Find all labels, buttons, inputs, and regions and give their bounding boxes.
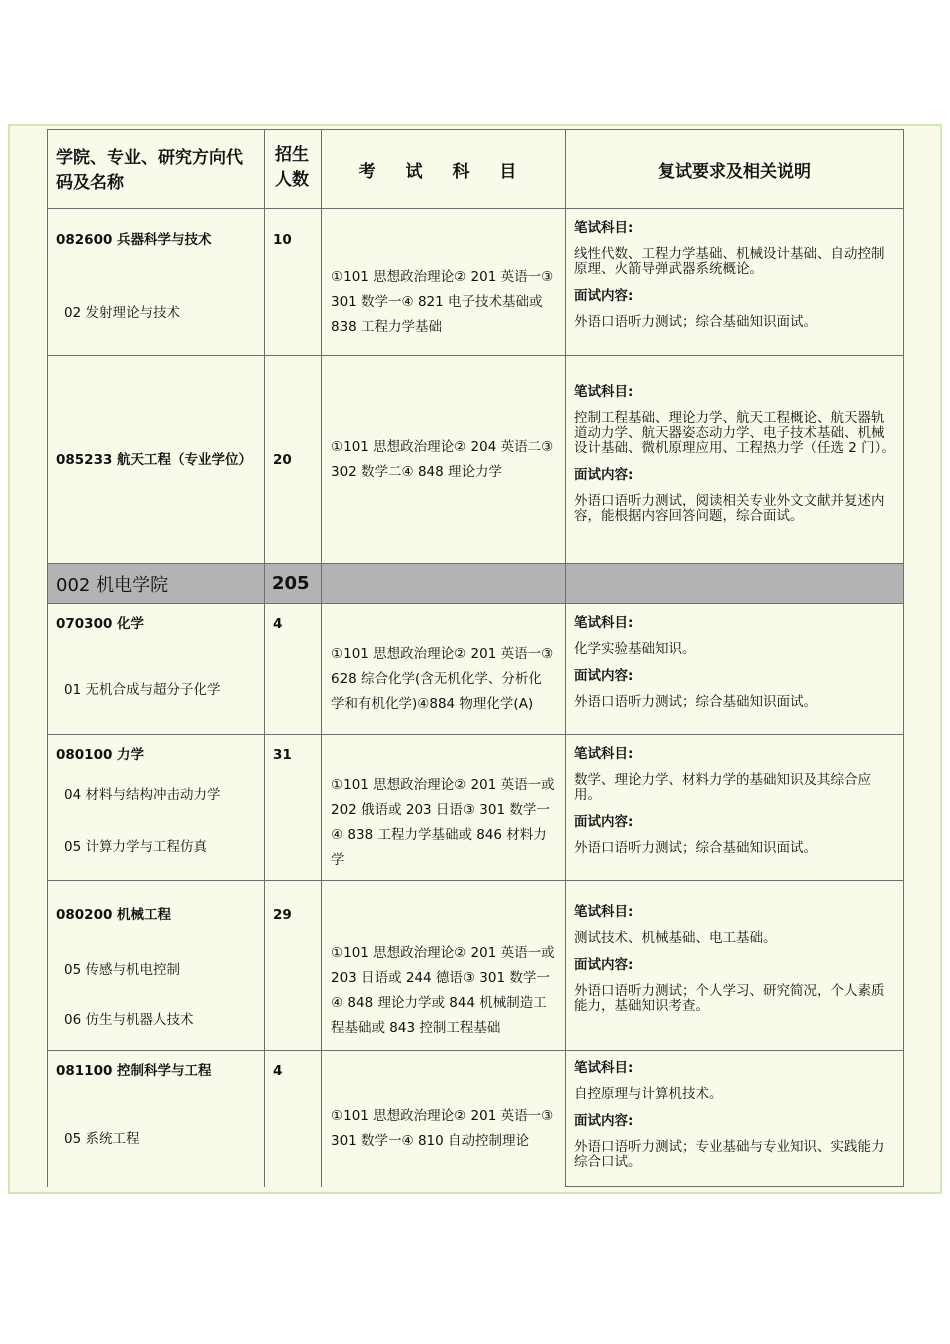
header-exam: 考 试 科 目 — [322, 130, 566, 209]
exam-cell: ①101 思想政治理论② 201 英语一或 203 日语或 244 德语③ 301 数学一④ 848 理论力学或 844 机械制造工程基础或 843 控制工程基础 — [322, 881, 566, 1051]
requirements-cell — [566, 1051, 904, 1187]
interview-text: 外语口语听力测试；综合基础知识面试。 — [574, 694, 817, 710]
direction-item: 02 发射理论与技术 — [64, 305, 180, 321]
count-cell: 10 — [265, 209, 322, 356]
interview-text: 外语口语听力测试；个人学习、研究简况，个人素质能力，基础知识考查。 — [574, 983, 885, 1014]
interview-label: 面试内容: — [574, 1113, 634, 1129]
program-code: 081100 控制科学与工程 — [56, 1063, 212, 1079]
exam-cell: ①101 思想政治理论② 201 英语一或 202 俄语或 203 日语③ 301 数学一④ 838 工程力学基础或 846 材料力学 — [322, 735, 566, 881]
count-cell: 29 — [265, 881, 322, 1051]
written-label: 笔试科目: — [574, 746, 634, 762]
program-code: 070300 化学 — [56, 616, 145, 632]
count-cell: 31 — [265, 735, 322, 881]
written-text: 线性代数、工程力学基础、机械设计基础、自动控制原理、火箭导弹武器系统概论。 — [574, 246, 885, 277]
table-row — [48, 1051, 904, 1187]
program-cell — [48, 604, 265, 735]
program-cell — [48, 881, 265, 1051]
interview-label: 面试内容: — [574, 814, 634, 830]
program-code: 082600 兵器科学与技术 — [56, 232, 212, 248]
section-count: 205 — [265, 564, 322, 604]
table-row — [48, 356, 904, 564]
interview-label: 面试内容: — [574, 288, 634, 304]
exam-cell: ①101 思想政治理论② 201 英语一③ 301 数学一④ 810 自动控制理论 — [322, 1051, 566, 1187]
section-row — [48, 564, 904, 604]
section-empty-cell — [322, 564, 566, 604]
exam-cell: ①101 思想政治理论② 201 英语一③ 301 数学一④ 821 电子技术基础或 838 工程力学基础 — [322, 209, 566, 356]
written-label: 笔试科目: — [574, 1060, 634, 1076]
program-cell — [48, 356, 265, 564]
written-text: 测试技术、机械基础、电工基础。 — [574, 930, 777, 946]
requirements-cell — [566, 604, 904, 735]
written-text: 自控原理与计算机技术。 — [574, 1086, 723, 1102]
count-cell: 4 — [265, 1051, 322, 1187]
program-cell — [48, 735, 265, 881]
direction-item: 06 仿生与机器人技术 — [64, 1012, 194, 1028]
table-row — [48, 209, 904, 356]
exam-cell: ①101 思想政治理论② 201 英语一③ 628 综合化学(含无机化学、分析化学和有机化学)④884 物理化学(A) — [322, 604, 566, 735]
interview-text: 外语口语听力测试；专业基础与专业知识、实践能力综合口试。 — [574, 1139, 885, 1170]
table-row — [48, 881, 904, 1051]
interview-text: 外语口语听力测试；综合基础知识面试。 — [574, 840, 817, 856]
table-row — [48, 735, 904, 881]
exam-cell: ①101 思想政治理论② 204 英语二③ 302 数学二④ 848 理论力学 — [322, 356, 566, 564]
section-empty-cell — [566, 564, 904, 604]
requirements-cell — [566, 209, 904, 356]
written-text: 控制工程基础、理论力学、航天工程概论、航天器轨道动力学、航天器姿态动力学、电子技术基础、机械设计基础、微机原理应用、工程热力学（任选 2 门）。 — [574, 410, 895, 456]
requirements-cell — [566, 356, 904, 564]
written-label: 笔试科目: — [574, 904, 634, 920]
written-text: 化学实验基础知识。 — [574, 641, 696, 657]
program-cell — [48, 1051, 265, 1187]
section-name: 002 机电学院 — [48, 564, 265, 604]
header-count: 招生人数 — [265, 130, 322, 209]
direction-item: 05 系统工程 — [64, 1131, 140, 1147]
program-code: 085233 航天工程（专业学位） — [56, 451, 253, 468]
written-text: 数学、理论力学、材料力学的基础知识及其综合应用。 — [574, 772, 871, 803]
program-cell — [48, 209, 265, 356]
table-header-row — [48, 130, 904, 209]
interview-label: 面试内容: — [574, 668, 634, 684]
direction-item: 05 计算力学与工程仿真 — [64, 839, 207, 855]
count-cell: 20 — [265, 356, 322, 564]
direction-item: 05 传感与机电控制 — [64, 962, 180, 978]
header-requirements: 复试要求及相关说明 — [566, 130, 904, 209]
admission-table — [47, 129, 904, 1187]
direction-item: 04 材料与结构冲击动力学 — [64, 787, 221, 803]
requirements-cell — [566, 881, 904, 1051]
written-label: 笔试科目: — [574, 615, 634, 631]
table-row — [48, 604, 904, 735]
interview-label: 面试内容: — [574, 957, 634, 973]
requirements-cell — [566, 735, 904, 881]
program-code: 080200 机械工程 — [56, 907, 172, 923]
direction-item: 01 无机合成与超分子化学 — [64, 682, 221, 698]
written-label: 笔试科目: — [574, 220, 634, 236]
program-code: 080100 力学 — [56, 747, 145, 763]
header-program: 学院、专业、研究方向代码及名称 — [48, 130, 265, 209]
count-cell: 4 — [265, 604, 322, 735]
interview-label: 面试内容: — [574, 467, 634, 483]
interview-text: 外语口语听力测试，阅读相关专业外文文献并复述内容，能根据内容回答问题，综合面试。 — [574, 493, 885, 524]
written-label: 笔试科目: — [574, 384, 634, 400]
interview-text: 外语口语听力测试；综合基础知识面试。 — [574, 314, 817, 330]
